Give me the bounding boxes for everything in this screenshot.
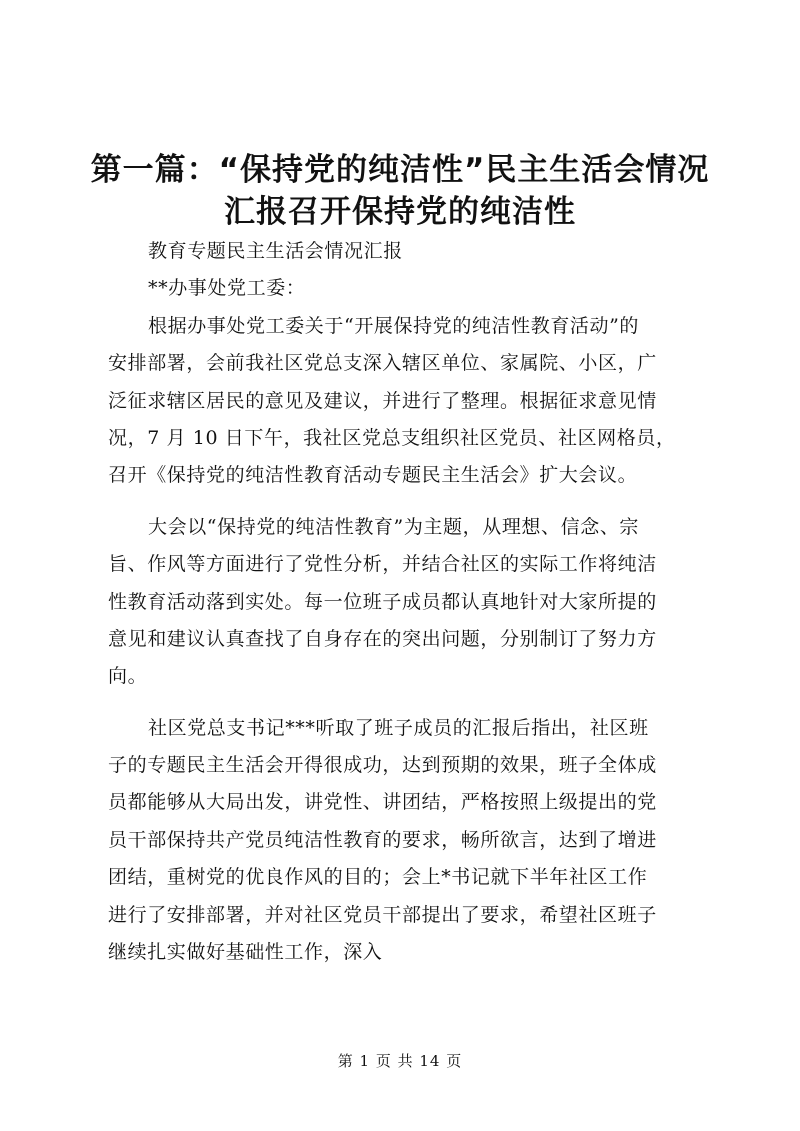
document-title-line-2: 汇报召开保持党的纯洁性	[224, 194, 576, 230]
paragraph-line: 向。	[108, 665, 148, 688]
page-number-footer: 第 1 页 共 14 页	[337, 1052, 463, 1070]
paragraph-spacer	[108, 495, 708, 509]
paragraph-line: 子的专题民主生活会开得很成功，达到预期的效果，班子全体成	[108, 754, 657, 777]
paragraph-line: 团结，重树党的优良作风的目的；会上*书记就下半年社区工作	[108, 866, 648, 889]
paragraph-line: 召开《保持党的纯洁性教育活动专题民主生活会》扩大会议。	[108, 464, 638, 487]
subtitle-line: 教育专题民主生活会情况汇报	[148, 240, 403, 262]
document-body	[108, 233, 708, 971]
paragraph-line: 社区党总支书记***听取了班子成员的汇报后指出，社区班	[148, 716, 649, 739]
paragraph-line: 继续扎实做好基础性工作，深入	[108, 941, 383, 964]
paragraph-line: 大会以“保持党的纯洁性教育”为主题，从理想、信念、宗	[148, 515, 640, 538]
paragraph-spacer	[108, 696, 708, 710]
salutation-line: **办事处党工委：	[148, 277, 306, 300]
paragraph-line: 员都能够从大局出发，讲党性、讲团结，严格按照上级提出的党	[108, 791, 657, 814]
paragraph-line: 况，7 月 10 日下午，我社区党总支组织社区党员、社区网格员，	[108, 426, 676, 449]
paragraph-line: 旨、作风等方面进行了党性分析，并结合社区的实际工作将纯洁	[108, 553, 657, 576]
paragraph-line: 泛征求辖区居民的意见及建议，并进行了整理。根据征求意见情	[108, 389, 657, 412]
document-title-line-1: 第一篇：“保持党的纯洁性”民主生活会情况	[90, 152, 710, 188]
paragraph-line: 意见和建议认真查找了自身存在的突出问题，分别制订了努力方	[108, 627, 657, 650]
paragraph-line: 员干部保持共产党员纯洁性教育的要求，畅所欲言，达到了增进	[108, 828, 657, 851]
paragraph-line: 进行了安排部署，并对社区党员干部提出了要求，希望社区班子	[108, 903, 657, 926]
paragraph-line: 根据办事处党工委关于“开展保持党的纯洁性教育活动”的	[148, 314, 640, 337]
paragraph-line: 安排部署，会前我社区党总支深入辖区单位、家属院、小区，广	[108, 352, 657, 375]
paragraph-line: 性教育活动落到实处。每一位班子成员都认真地针对大家所提的	[108, 590, 657, 613]
